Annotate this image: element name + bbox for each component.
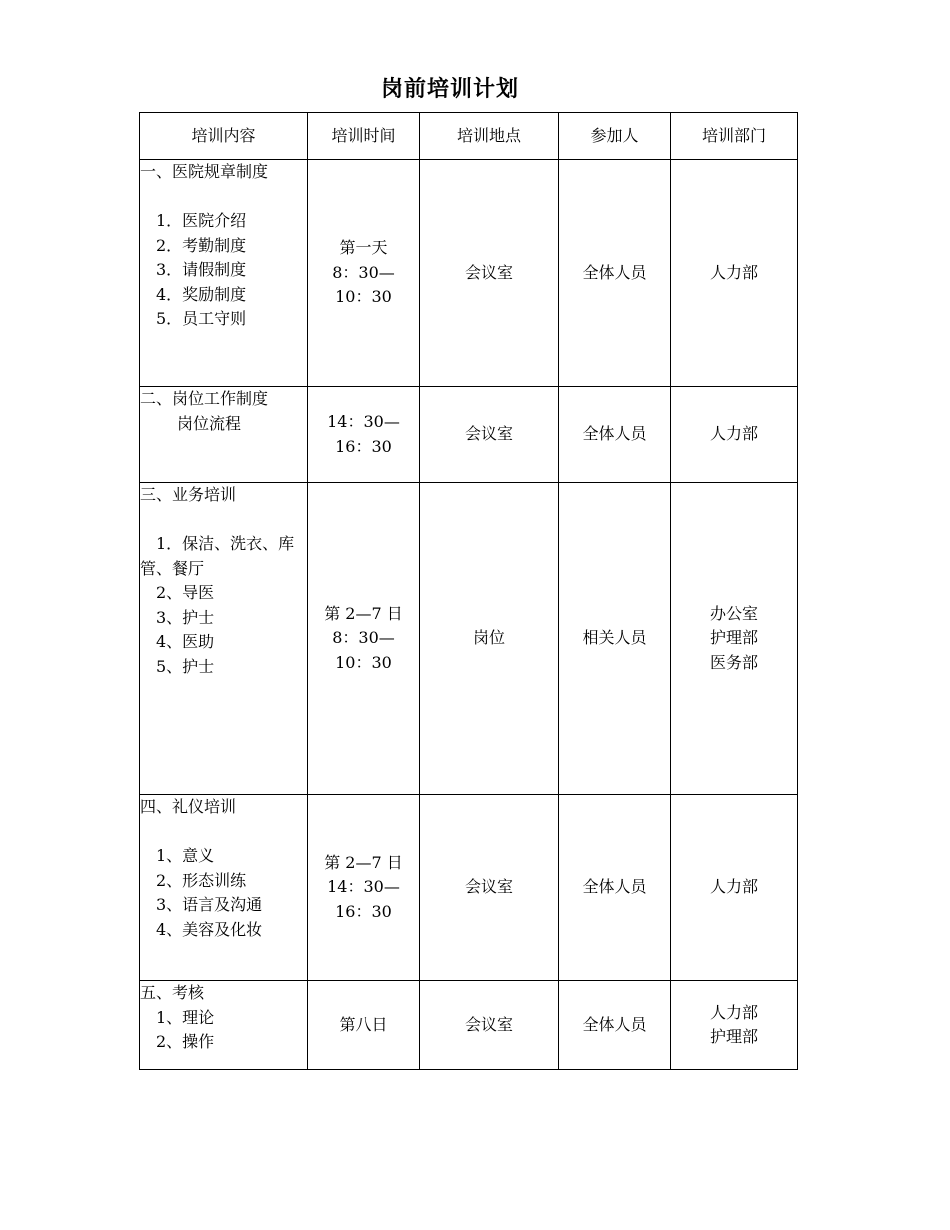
department-line: 人力部 xyxy=(709,424,758,444)
table-row xyxy=(140,160,798,387)
training-time-cell xyxy=(308,387,420,483)
participants-cell: 全体人员 xyxy=(559,160,671,387)
participants-cell: 全体人员 xyxy=(559,981,671,1070)
table-row xyxy=(140,483,798,795)
table-row xyxy=(140,387,798,483)
time-line: 16：30 xyxy=(335,901,392,921)
training-time-cell xyxy=(308,160,420,387)
time-line: 8：30— xyxy=(332,628,395,648)
department-cell xyxy=(671,981,798,1070)
department-line: 人力部 xyxy=(709,1002,758,1022)
time-line: 第 2—7 日 xyxy=(324,603,403,623)
time-line: 第 2—7 日 xyxy=(324,852,403,872)
content-item: 5．员工守则 xyxy=(156,309,247,328)
content-item: 1、理论 xyxy=(156,1007,215,1027)
header-department: 培训部门 xyxy=(671,113,798,160)
department-line: 医务部 xyxy=(709,652,758,672)
training-location-cell: 会议室 xyxy=(420,981,559,1070)
department-line: 护理部 xyxy=(709,1027,758,1046)
participants-cell: 相关人员 xyxy=(559,483,671,795)
content-item: 2、操作 xyxy=(156,1032,215,1051)
department-cell xyxy=(671,387,798,483)
time-line: 16：30 xyxy=(335,436,392,456)
content-item: 1．保洁、洗衣、库管、餐厅 xyxy=(140,534,295,578)
department-cell xyxy=(671,160,798,387)
content-heading: 四、礼仪培训 xyxy=(140,797,237,816)
content-item: 2、形态训练 xyxy=(156,870,247,890)
time-line: 8：30— xyxy=(332,262,395,282)
content-item: 4、医助 xyxy=(156,632,215,651)
time-line: 14：30— xyxy=(327,877,400,897)
content-heading: 一、医院规章制度 xyxy=(140,162,269,181)
content-item: 4．奖励制度 xyxy=(156,284,247,304)
department-line: 办公室 xyxy=(709,603,758,623)
content-item: 岗位流程 xyxy=(177,413,242,433)
training-time-cell xyxy=(308,981,420,1070)
time-line: 10：30 xyxy=(335,652,392,672)
header-participants: 参加人 xyxy=(559,113,671,160)
content-heading: 二、岗位工作制度 xyxy=(140,389,269,408)
time-line: 10：30 xyxy=(335,287,392,307)
content-heading: 三、业务培训 xyxy=(140,485,237,504)
department-cell xyxy=(671,483,798,795)
header-time: 培训时间 xyxy=(308,113,420,160)
training-location-cell: 会议室 xyxy=(420,795,559,981)
training-content-cell xyxy=(140,483,308,795)
training-location-cell: 岗位 xyxy=(420,483,559,795)
table-row xyxy=(140,981,798,1070)
header-content: 培训内容 xyxy=(140,113,308,160)
table-header-row xyxy=(140,113,798,160)
content-item: 3．请假制度 xyxy=(156,260,247,279)
content-item: 1、意义 xyxy=(156,846,215,865)
department-line: 人力部 xyxy=(709,262,758,282)
header-location: 培训地点 xyxy=(420,113,559,160)
content-item: 1．医院介绍 xyxy=(156,211,247,230)
department-line: 护理部 xyxy=(709,628,758,648)
content-heading: 五、考核 xyxy=(140,983,205,1002)
page-title: 岗前培训计划 xyxy=(380,77,519,102)
participants-cell: 全体人员 xyxy=(559,387,671,483)
content-item: 2、导医 xyxy=(156,583,215,602)
table-row xyxy=(140,795,798,981)
participants-cell: 全体人员 xyxy=(559,795,671,981)
department-line: 人力部 xyxy=(709,877,758,897)
time-line: 第八日 xyxy=(339,1014,388,1034)
content-item: 2．考勤制度 xyxy=(156,235,247,255)
training-content-cell xyxy=(140,981,308,1070)
content-item: 4、美容及化妆 xyxy=(156,919,263,939)
department-cell xyxy=(671,795,798,981)
training-time-cell xyxy=(308,483,420,795)
training-content-cell xyxy=(140,795,308,981)
training-content-cell xyxy=(140,387,308,483)
training-content-cell xyxy=(140,160,308,387)
training-time-cell xyxy=(308,795,420,981)
content-item: 3、语言及沟通 xyxy=(156,895,263,914)
training-location-cell: 会议室 xyxy=(420,160,559,387)
training-location-cell: 会议室 xyxy=(420,387,559,483)
training-plan-table xyxy=(139,112,798,1070)
content-item: 3、护士 xyxy=(156,607,215,627)
content-item: 5、护士 xyxy=(156,656,215,676)
time-line: 14：30— xyxy=(327,412,400,431)
time-line: 第一天 xyxy=(339,238,388,258)
